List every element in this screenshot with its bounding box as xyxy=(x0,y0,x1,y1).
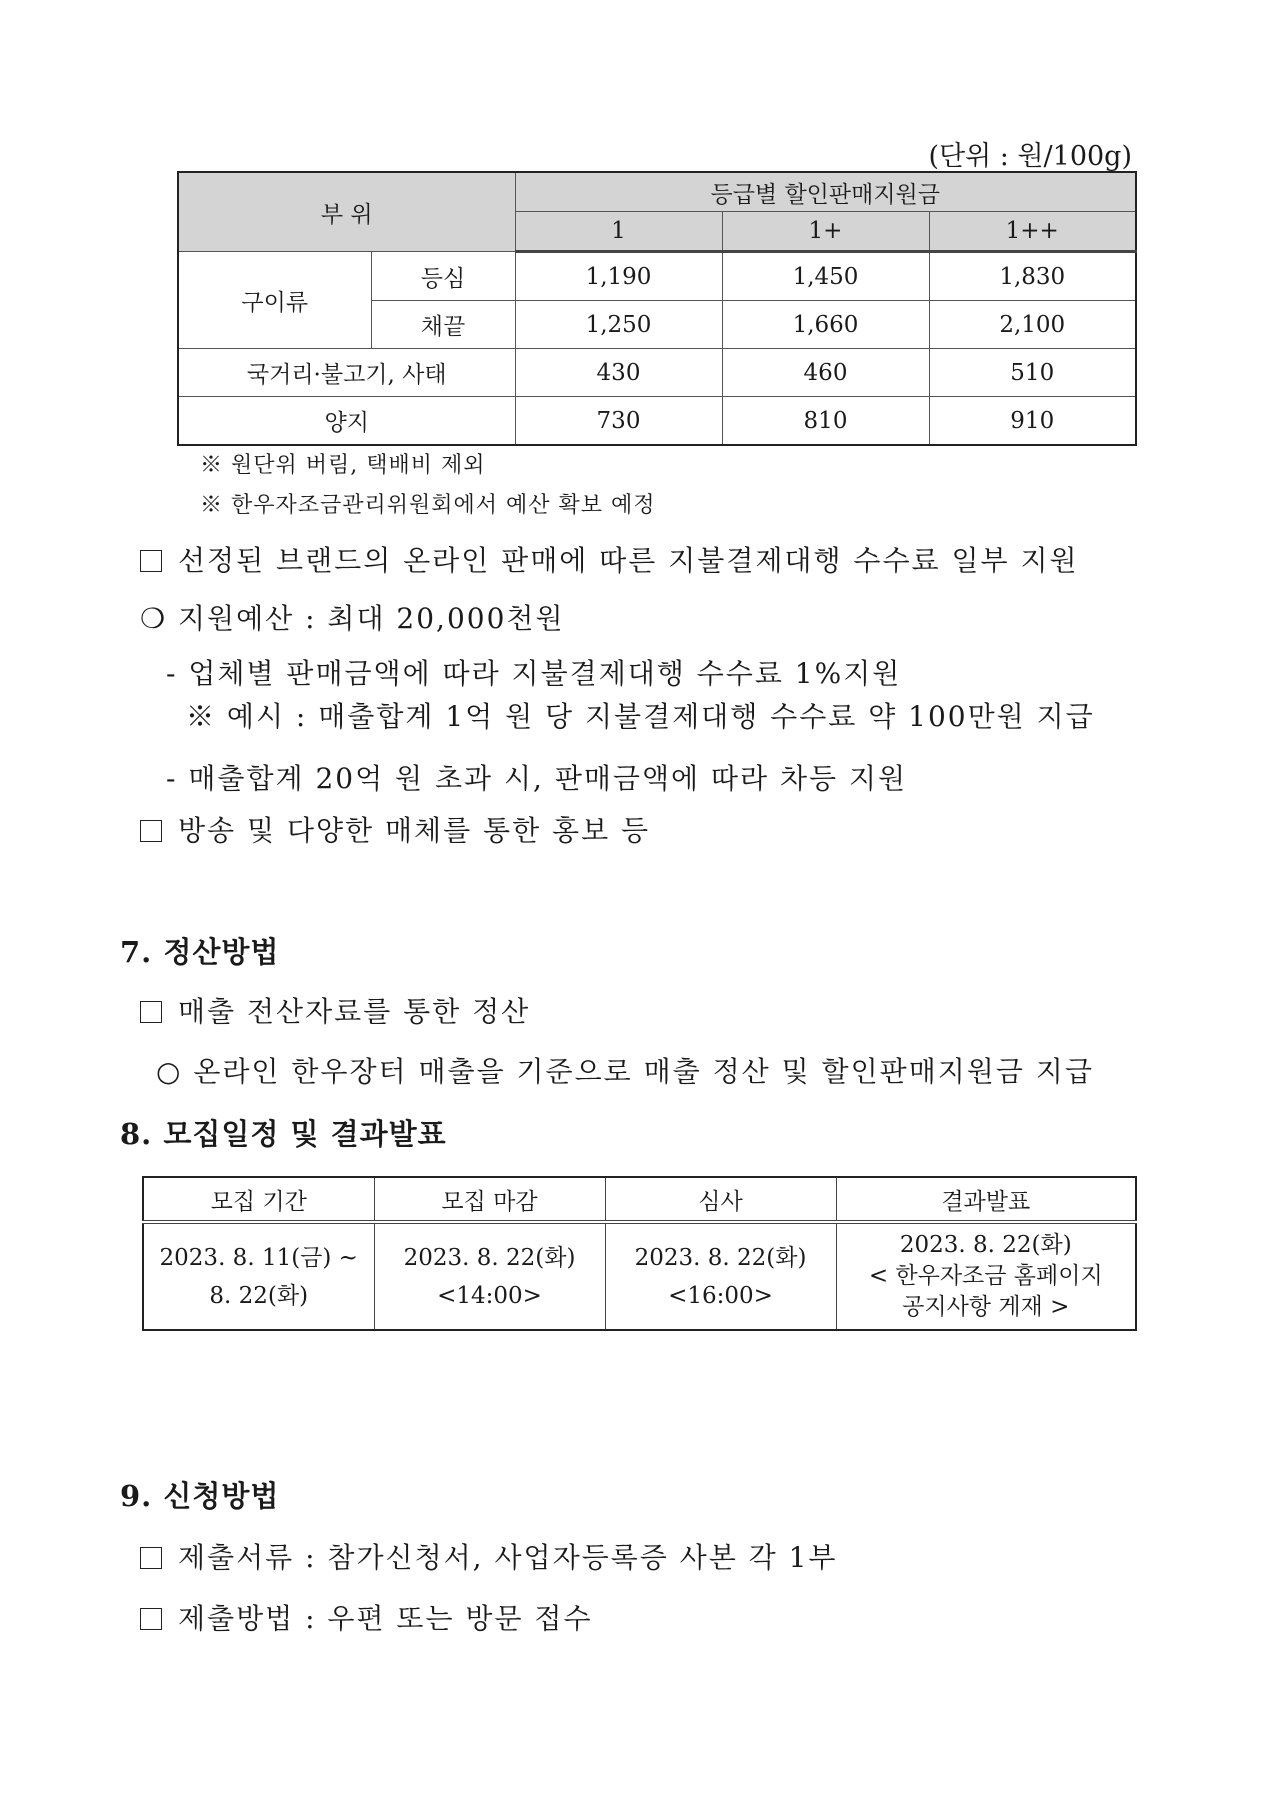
section-7-title: 7. 정산방법 xyxy=(120,935,280,969)
schedule-cell xyxy=(836,1222,1136,1330)
item-text: 제출방법 : 우편 또는 방문 접수 xyxy=(178,1602,593,1635)
cell-line: 2023. 8. 11(금) ~ xyxy=(159,1244,358,1271)
cell-line: <16:00> xyxy=(668,1282,773,1309)
sub-item: - 매출합계 20억 원 초과 시, 판매금액에 따라 차등 지원 xyxy=(166,762,908,795)
value-cell: 1,190 xyxy=(515,252,722,301)
section-9-item xyxy=(140,1597,593,1637)
value-cell: 460 xyxy=(722,349,929,397)
item-payment-support xyxy=(140,539,1079,579)
value-cell: 2,100 xyxy=(929,301,1136,349)
cell-line: 2023. 8. 22(화) xyxy=(403,1244,576,1271)
grade-support-table xyxy=(177,171,1137,446)
item-text: 매출 전산자료를 통한 정산 xyxy=(178,995,531,1028)
part-label: 채끝 xyxy=(371,301,515,349)
cell-line: <14:00> xyxy=(437,1282,542,1309)
grade-header: 1 xyxy=(515,212,722,252)
value-cell: 1,250 xyxy=(515,301,722,349)
note: ※ 한우자조금관리위원회에서 예산 확보 예정 xyxy=(200,493,656,518)
schedule-cell xyxy=(374,1222,605,1330)
item-text: 제출서류 : 참가신청서, 사업자등록증 사본 각 1부 xyxy=(178,1541,838,1574)
unit-label: (단위 : 원/100g) xyxy=(928,141,1132,172)
part-header: 부 위 xyxy=(178,172,515,252)
grade-group-header: 등급별 할인판매지원금 xyxy=(515,172,1136,212)
item-text: 방송 및 다양한 매체를 통한 홍보 등 xyxy=(178,814,651,847)
checkbox-square-icon xyxy=(140,1001,162,1023)
item-text: 선정된 브랜드의 온라인 판매에 따른 지불결제대행 수수료 일부 지원 xyxy=(178,544,1079,577)
schedule-cell xyxy=(143,1222,374,1330)
checkbox-square-icon xyxy=(140,1608,162,1630)
schedule-table xyxy=(142,1176,1137,1331)
checkbox-square-icon xyxy=(140,820,162,842)
schedule-header: 심사 xyxy=(605,1177,836,1222)
schedule-cell xyxy=(605,1222,836,1330)
table-row xyxy=(143,1222,1136,1330)
value-cell: 730 xyxy=(515,397,722,446)
cell-line: < 한우자조금 홈페이지 xyxy=(868,1263,1103,1289)
cell-line: 공지사항 게재 > xyxy=(902,1294,1070,1320)
table-row xyxy=(178,252,1136,301)
grade-header: 1+ xyxy=(722,212,929,252)
schedule-header: 모집 마감 xyxy=(374,1177,605,1222)
schedule-header: 결과발표 xyxy=(836,1177,1136,1222)
value-cell: 1,660 xyxy=(722,301,929,349)
sub-item: - 업체별 판매금액에 따라 지불결제대행 수수료 1%지원 xyxy=(166,657,902,690)
cell-line: 8. 22(화) xyxy=(209,1282,309,1309)
checkbox-square-icon xyxy=(140,1547,162,1569)
group-label: 구이류 xyxy=(178,252,371,349)
item-promotion xyxy=(140,809,650,849)
value-cell: 430 xyxy=(515,349,722,397)
section-7-item xyxy=(140,990,530,1030)
budget-line: ❍ 지원예산 : 최대 20,000천원 xyxy=(140,602,565,635)
table-row xyxy=(178,349,1136,397)
schedule-header: 모집 기간 xyxy=(143,1177,374,1222)
grade-header: 1++ xyxy=(929,212,1136,252)
section-9-title: 9. 신청방법 xyxy=(120,1479,280,1513)
checkbox-square-icon xyxy=(140,550,162,572)
value-cell: 510 xyxy=(929,349,1136,397)
note: ※ 원단위 버림, 택배비 제외 xyxy=(200,453,486,478)
value-cell: 1,830 xyxy=(929,252,1136,301)
value-cell: 910 xyxy=(929,397,1136,446)
value-cell: 1,450 xyxy=(722,252,929,301)
part-label: 국거리·불고기, 사태 xyxy=(178,349,515,397)
section-9-item xyxy=(140,1536,837,1576)
part-label: 등심 xyxy=(371,252,515,301)
example-note: ※ 예시 : 매출합계 1억 원 당 지불결제대행 수수료 약 100만원 지급 xyxy=(186,700,1095,733)
section-8-title: 8. 모집일정 및 결과발표 xyxy=(120,1117,447,1151)
part-label: 양지 xyxy=(178,397,515,446)
value-cell: 810 xyxy=(722,397,929,446)
table-row xyxy=(178,397,1136,446)
cell-line: 2023. 8. 22(화) xyxy=(634,1244,807,1271)
cell-line: 2023. 8. 22(화) xyxy=(899,1232,1072,1258)
section-7-sub: ○ 온라인 한우장터 매출을 기준으로 매출 정산 및 할인판매지원금 지급 xyxy=(156,1055,1094,1088)
